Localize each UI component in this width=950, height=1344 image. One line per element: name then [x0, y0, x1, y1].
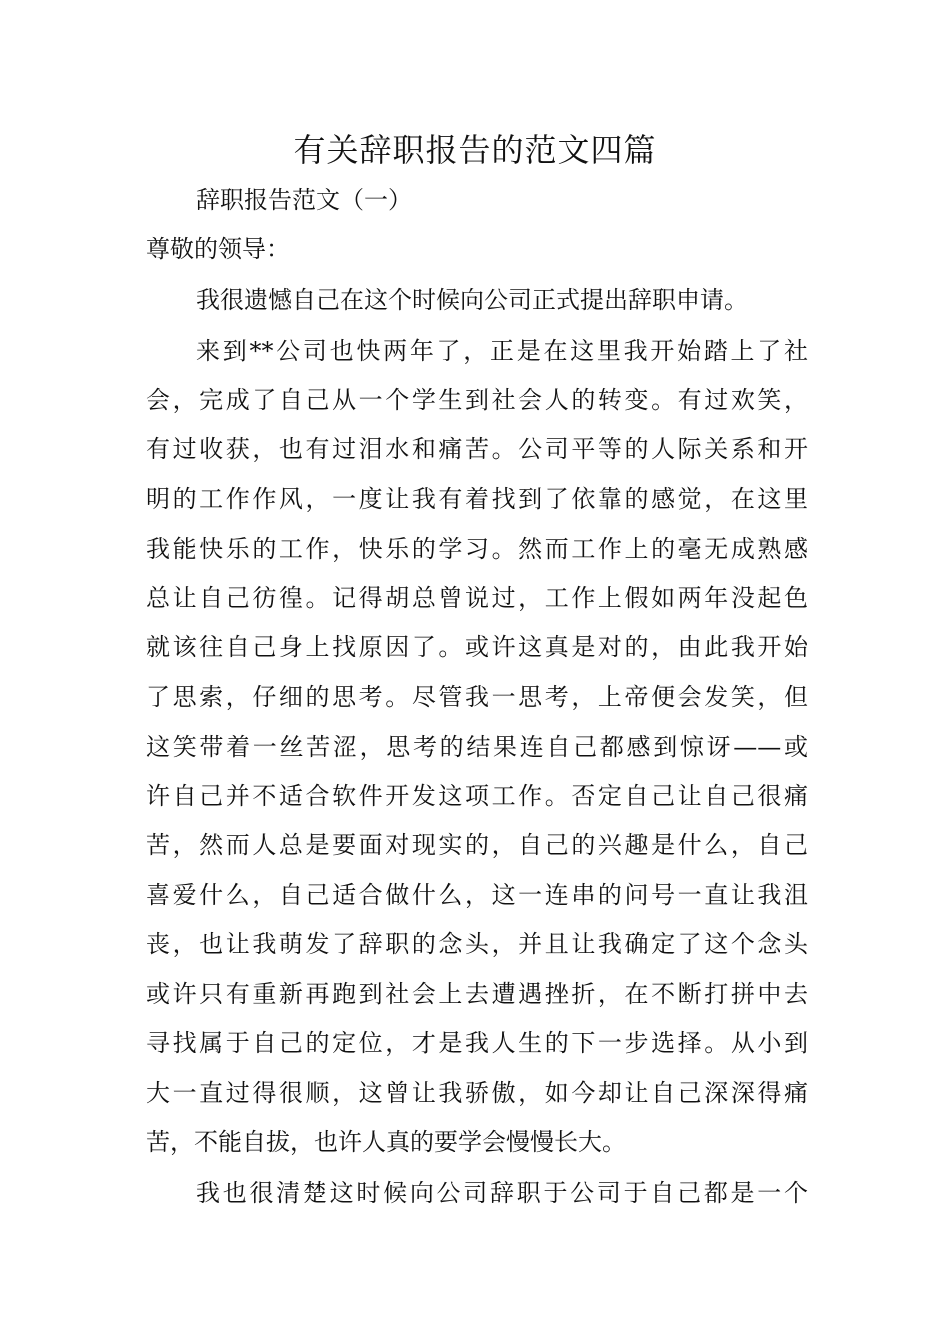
paragraph-line: 喜爱什么，自己适合做什么，这一连串的问号一直让我沮: [146, 881, 808, 909]
paragraph-line: 我能快乐的工作，快乐的学习。然而工作上的毫无成熟感: [146, 535, 808, 563]
paragraph-line: 我很遗憾自己在这个时候向公司正式提出辞职申请。: [196, 286, 748, 314]
paragraph-line: 大一直过得很顺，这曾让我骄傲，如今却让自己深深得痛: [146, 1079, 808, 1107]
paragraph-line: 苦，不能自拔，也许人真的要学会慢慢长大。: [146, 1128, 626, 1156]
section-heading: 辞职报告范文（一）: [196, 186, 412, 214]
paragraph-line: 明的工作作风，一度让我有着找到了依靠的感觉，在这里: [146, 485, 808, 513]
paragraph-line: 许自己并不适合软件开发这项工作。否定自己让自己很痛: [146, 782, 808, 810]
salutation: 尊敬的领导：: [146, 235, 290, 263]
paragraph-line: 来到**公司也快两年了，正是在这里我开始踏上了社: [196, 337, 808, 365]
paragraph-line: 丧，也让我萌发了辞职的念头，并且让我确定了这个念头: [146, 930, 808, 958]
paragraph-line: 会，完成了自己从一个学生到社会人的转变。有过欢笑，: [146, 386, 808, 414]
paragraph-line: 这笑带着一丝苦涩，思考的结果连自己都感到惊讶——或: [146, 733, 808, 761]
paragraph-line: 苦，然而人总是要面对现实的，自己的兴趣是什么，自己: [146, 831, 808, 859]
document-title: 有关辞职报告的范文四篇: [293, 131, 657, 169]
paragraph-line: 有过收获，也有过泪水和痛苦。公司平等的人际关系和开: [146, 435, 808, 463]
paragraph-line: 寻找属于自己的定位，才是我人生的下一步选择。从小到: [146, 1029, 808, 1057]
paragraph-line: 或许只有重新再跑到社会上去遭遇挫折，在不断打拼中去: [146, 980, 808, 1008]
paragraph-line: 了思索，仔细的思考。尽管我一思考，上帝便会发笑，但: [146, 683, 808, 711]
paragraph-line: 就该往自己身上找原因了。或许这真是对的，由此我开始: [146, 633, 808, 661]
paragraph-line: 我也很清楚这时候向公司辞职于公司于自己都是一个: [196, 1179, 808, 1207]
paragraph-line: 总让自己彷徨。记得胡总曾说过，工作上假如两年没起色: [146, 584, 808, 612]
